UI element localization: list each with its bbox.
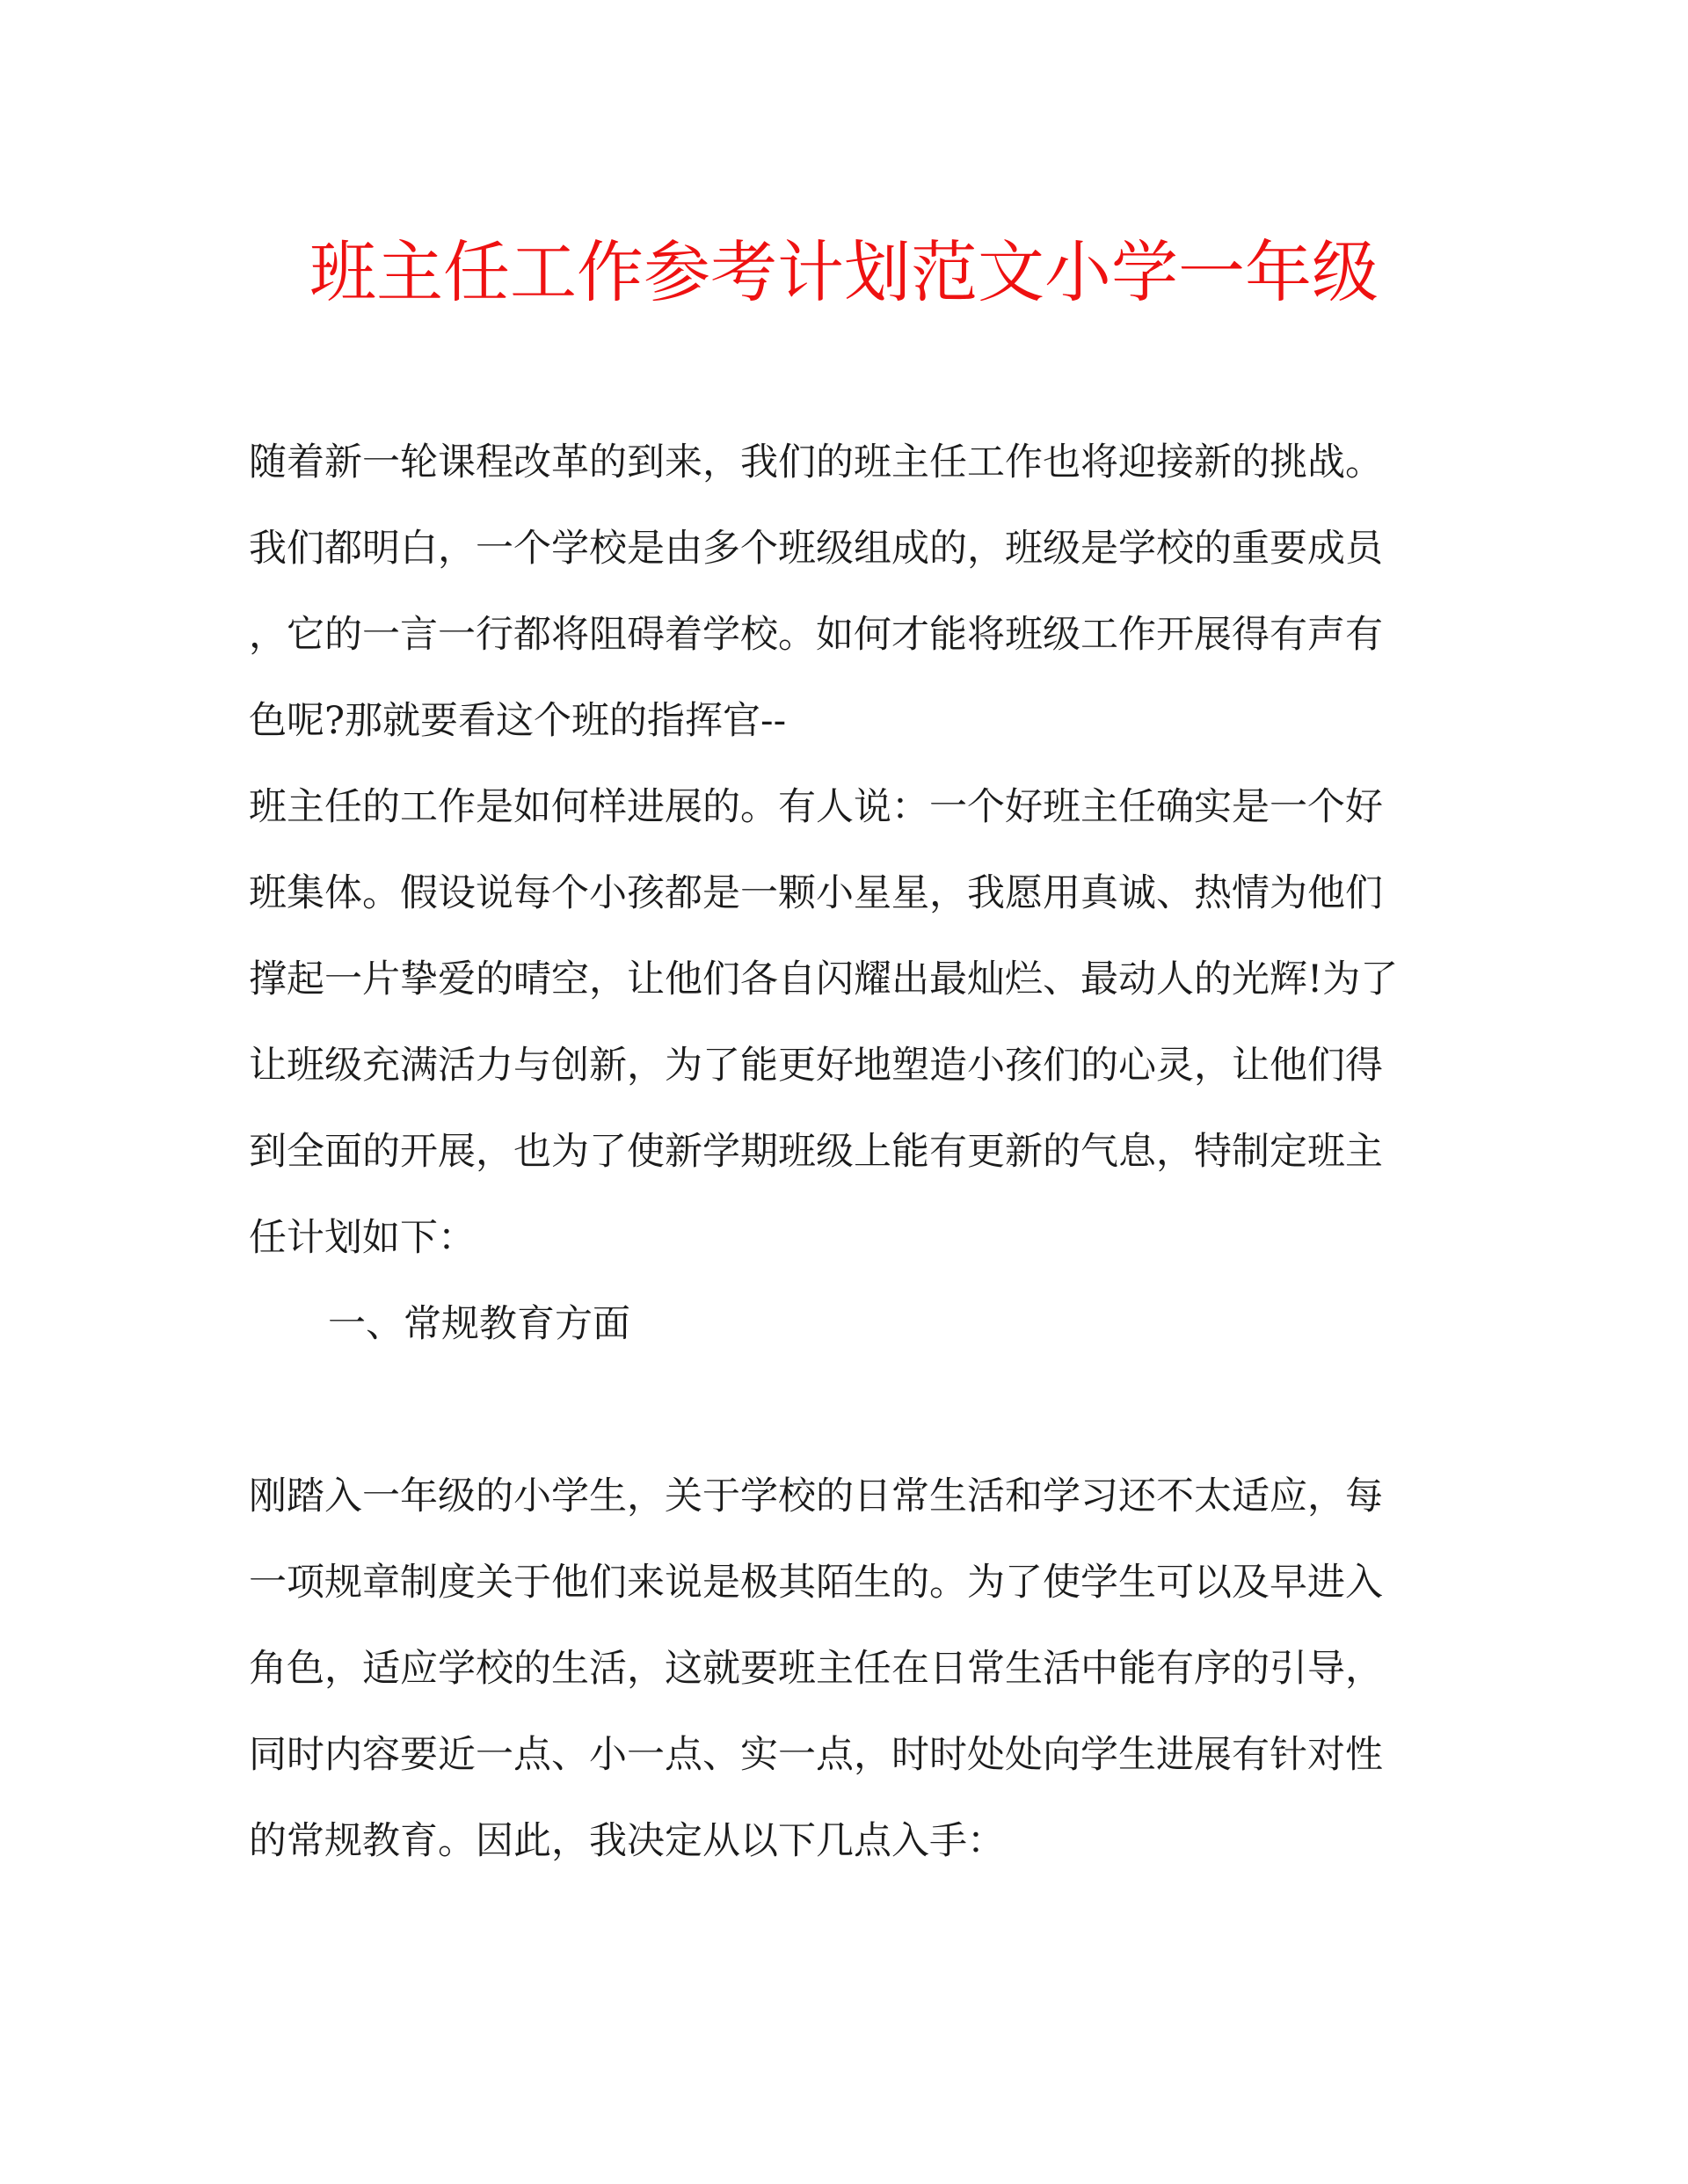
section-heading: 一、常规教育方面 xyxy=(328,1302,630,1346)
paragraph-line: 同时内容要近一点、小一点、实一点，时时处处向学生进展有针对性 xyxy=(249,1733,1383,1777)
document-title: 班主任工作参考计划范文小学一年级 xyxy=(309,233,1379,311)
paragraph-line: 到全面的开展，也为了使新学期班级上能有更新的气息，特制定班主 xyxy=(249,1130,1383,1174)
paragraph-line: 撑起一片挚爱的晴空，让他们各自闪耀出最灿烂、最动人的光辉!为了 xyxy=(249,957,1399,1001)
paragraph-line: 角色，适应学校的生活，这就要班主任在日常生活中能有序的引导， xyxy=(249,1647,1383,1691)
paragraph-line: 班主任的工作是如何样进展的。有人说：一个好班主任确实是一个好 xyxy=(249,785,1383,829)
paragraph-line: 一项规章制度关于他们来说是极其陌生的。为了使学生可以及早进入 xyxy=(249,1561,1383,1605)
paragraph-line: 的常规教育。因此，我决定从以下几点入手： xyxy=(249,1819,1005,1863)
paragraph-line: 刚踏入一年级的小学生，关于学校的日常生活和学习还不太适应，每 xyxy=(249,1474,1383,1518)
paragraph-line: 随着新一轮课程改革的到来，我们的班主任工作也将迎接新的挑战。 xyxy=(249,440,1383,484)
paragraph-line: 我们都明白，一个学校是由多个班级组成的，班级是学校的重要成员 xyxy=(249,527,1383,571)
paragraph-line: 任计划如下： xyxy=(249,1216,476,1260)
paragraph-line: ，它的一言一行都将阻碍着学校。如何才能将班级工作开展得有声有 xyxy=(249,613,1383,657)
paragraph-line: 让班级充满活力与创新，为了能更好地塑造小孩们的心灵，让他们得 xyxy=(249,1044,1383,1088)
paragraph-line: 班集体。假设说每个小孩都是一颗小星星，我愿用真诚、热情为他们 xyxy=(249,871,1383,915)
paragraph-line: 色呢?那就要看这个班的指挥官-- xyxy=(249,699,787,743)
